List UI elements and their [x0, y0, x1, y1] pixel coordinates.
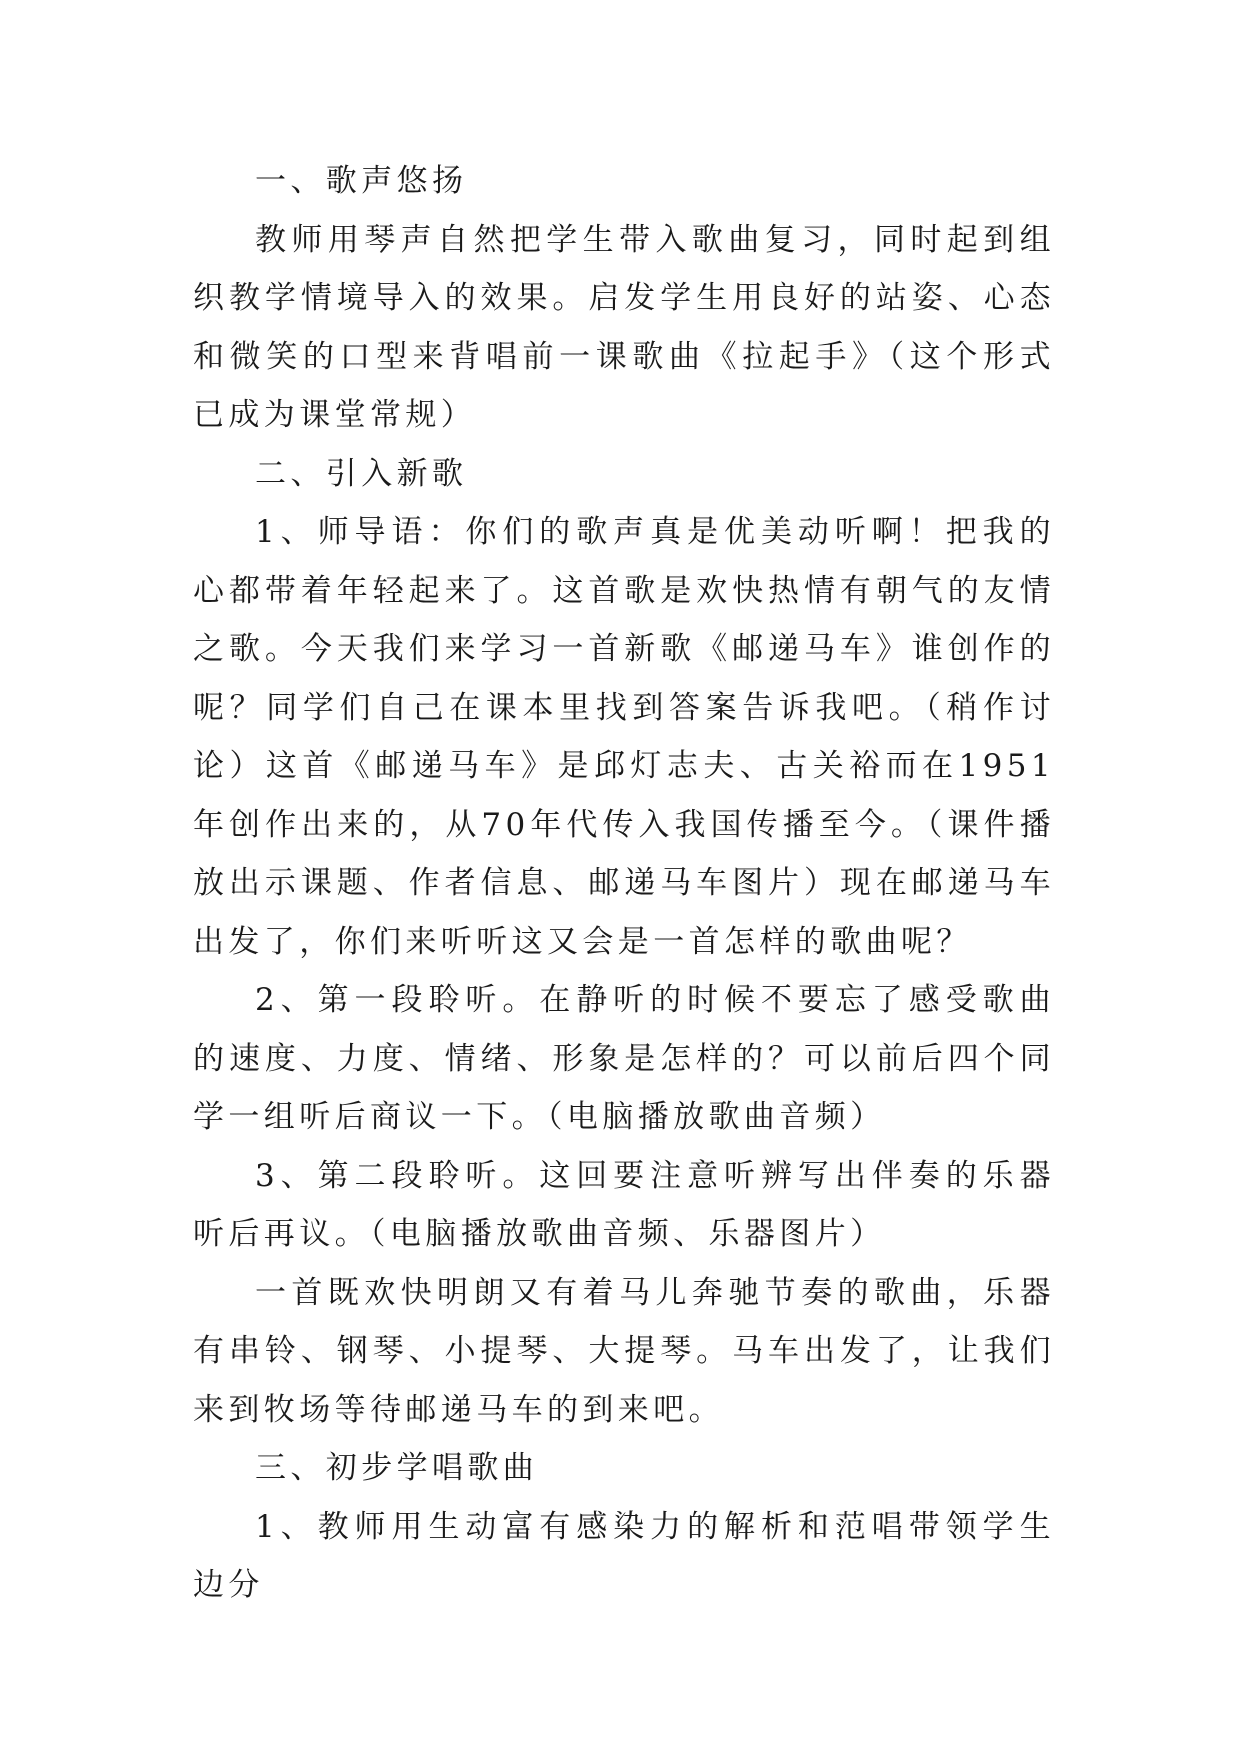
- section-heading-3: 三、初步学唱歌曲: [255, 1450, 539, 1486]
- paragraph-teaching-step: 1、教师用生动富有感染力的解析和范唱带领学生边分: [193, 1508, 1055, 1603]
- paragraph-review: 教师用琴声自然把学生带入歌曲复习，同时起到组织教学情境导入的效果。启发学生用良好的站姿、心态和微笑的口型来背唱前一课歌曲《拉起手》（这个形式已成为课堂常规）: [193, 221, 1055, 433]
- paragraph-intro-guide: 1、师导语：你们的歌声真是优美动听啊！把我的心都带着年轻起来了。这首歌是欢快热情有朝气的友情之歌。今天我们来学习一首新歌《邮递马车》谁创作的呢？同学们自己在课本里找到答案告诉我吧。（稍作讨论）这首《邮递马车》是邱灯志夫、古关裕而在1951年创作出来的，从70年代传入我国传播至今。（课件播放出示课题、作者信息、邮递马车图片）现在邮递马车出发了，你们来听听这又会是一首怎样的歌曲呢？: [193, 514, 1055, 960]
- section-heading-2: 二、引入新歌: [255, 455, 468, 492]
- section-heading-1: 一、歌声悠扬: [255, 163, 468, 199]
- paragraph-song-summary: 一首既欢快明朗又有着马儿奔驰节奏的歌曲，乐器有串铃、钢琴、小提琴、大提琴。马车出发了，让我们来到牧场等待邮递马车的到来吧。: [193, 1274, 1055, 1428]
- document-body: [193, 152, 1055, 1615]
- paragraph-first-listen: 2、第一段聆听。在静听的时候不要忘了感受歌曲的速度、力度、情绪、形象是怎样的？可以前后四个同学一组听后商议一下。（电脑播放歌曲音频）: [193, 982, 1055, 1135]
- paragraph-second-listen: 3、第二段聆听。这回要注意听辨写出伴奏的乐器听后再议。（电脑播放歌曲音频、乐器图片）: [193, 1157, 1055, 1252]
